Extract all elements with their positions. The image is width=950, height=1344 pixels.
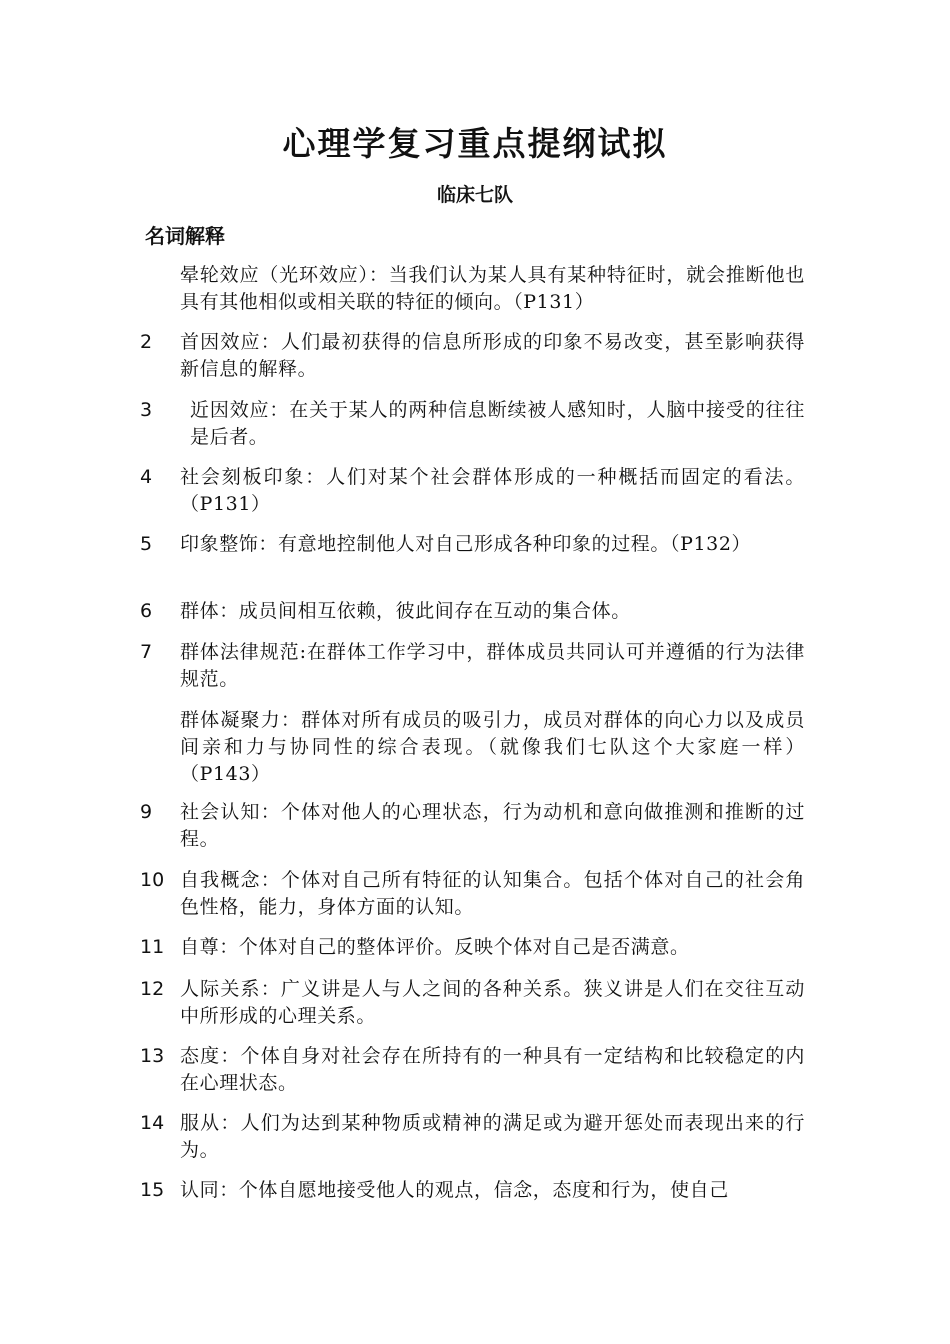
entry-number: 6 bbox=[140, 600, 153, 622]
glossary-entry bbox=[140, 976, 810, 1030]
entry-text: 群体：成员间相互依赖，彼此间存在互动的集合体。 bbox=[180, 600, 631, 622]
entry-number: 14 bbox=[140, 1112, 165, 1134]
glossary-entry bbox=[140, 598, 810, 625]
entry-number: 12 bbox=[140, 978, 165, 1000]
glossary-entry bbox=[140, 1110, 810, 1164]
glossary-entry bbox=[140, 867, 810, 921]
entry-text: 晕轮效应（光环效应）：当我们认为某人具有某种特征时，就会推断他也具有其他相似或相关联的特征的倾向。（P131） bbox=[180, 264, 805, 313]
entry-number: 10 bbox=[140, 869, 165, 891]
entry-text: 认同：个体自愿地接受他人的观点，信念，态度和行为，使自己 bbox=[180, 1179, 729, 1201]
entry-number: 11 bbox=[140, 936, 165, 958]
entry-text: 服从：人们为达到某种物质或精神的满足或为避开惩处而表现出来的行为。 bbox=[180, 1112, 805, 1161]
entry-number: 5 bbox=[140, 533, 153, 555]
glossary-entry bbox=[140, 262, 810, 316]
entry-text: 群体凝聚力：群体对所有成员的吸引力，成员对群体的向心力以及成员间亲和力与协同性的综合表现。（就像我们七队这个大家庭一样）（P143） bbox=[180, 709, 805, 785]
glossary-entry bbox=[140, 1177, 810, 1204]
entry-text: 社会认知：个体对他人的心理状态，行为动机和意向做推测和推断的过程。 bbox=[180, 801, 805, 850]
entry-number: 13 bbox=[140, 1045, 165, 1067]
page-title: 心理学复习重点提纲试拟 bbox=[282, 124, 668, 163]
entry-text: 近因效应：在关于某人的两种信息断续被人感知时，人脑中接受的往往是后者。 bbox=[190, 399, 805, 448]
page-subtitle: 临床七队 bbox=[436, 184, 513, 206]
glossary-entry bbox=[140, 934, 810, 961]
glossary-entry bbox=[140, 397, 810, 451]
entry-text: 社会刻板印象：人们对某个社会群体形成的一种概括而固定的看法。（P131） bbox=[180, 466, 805, 515]
entry-text: 态度：个体自身对社会存在所持有的一种具有一定结构和比较稳定的内在心理状态。 bbox=[180, 1045, 805, 1094]
entry-number: 7 bbox=[140, 641, 153, 663]
entry-text: 群体法律规范:在群体工作学习中，群体成员共同认可并遵循的行为法律规范。 bbox=[180, 641, 805, 690]
section-heading: 名词解释 bbox=[145, 224, 225, 248]
glossary-entry bbox=[140, 799, 810, 853]
entry-number: 2 bbox=[140, 331, 153, 353]
glossary-entry bbox=[140, 464, 810, 518]
entry-number: 3 bbox=[140, 399, 153, 421]
entry-text: 印象整饰：有意地控制他人对自己形成各种印象的过程。（P132） bbox=[180, 533, 752, 555]
entry-number: 15 bbox=[140, 1179, 165, 1201]
entry-text: 自我概念：个体对自己所有特征的认知集合。包括个体对自己的社会角色性格，能力，身体方面的认知。 bbox=[180, 869, 805, 918]
glossary-entry bbox=[140, 329, 810, 383]
entry-number: 4 bbox=[140, 466, 153, 488]
glossary-entry bbox=[140, 1043, 810, 1097]
entry-text: 自尊：个体对自己的整体评价。反映个体对自己是否满意。 bbox=[180, 936, 690, 958]
entry-number: 9 bbox=[140, 801, 153, 823]
entry-text: 首因效应：人们最初获得的信息所形成的印象不易改变，甚至影响获得新信息的解释。 bbox=[180, 331, 805, 380]
glossary-entry bbox=[140, 707, 810, 788]
glossary-entry bbox=[140, 639, 810, 693]
entry-text: 人际关系：广义讲是人与人之间的各种关系。狭义讲是人们在交往互动中所形成的心理关系。 bbox=[180, 978, 805, 1027]
glossary-entry bbox=[140, 531, 810, 558]
